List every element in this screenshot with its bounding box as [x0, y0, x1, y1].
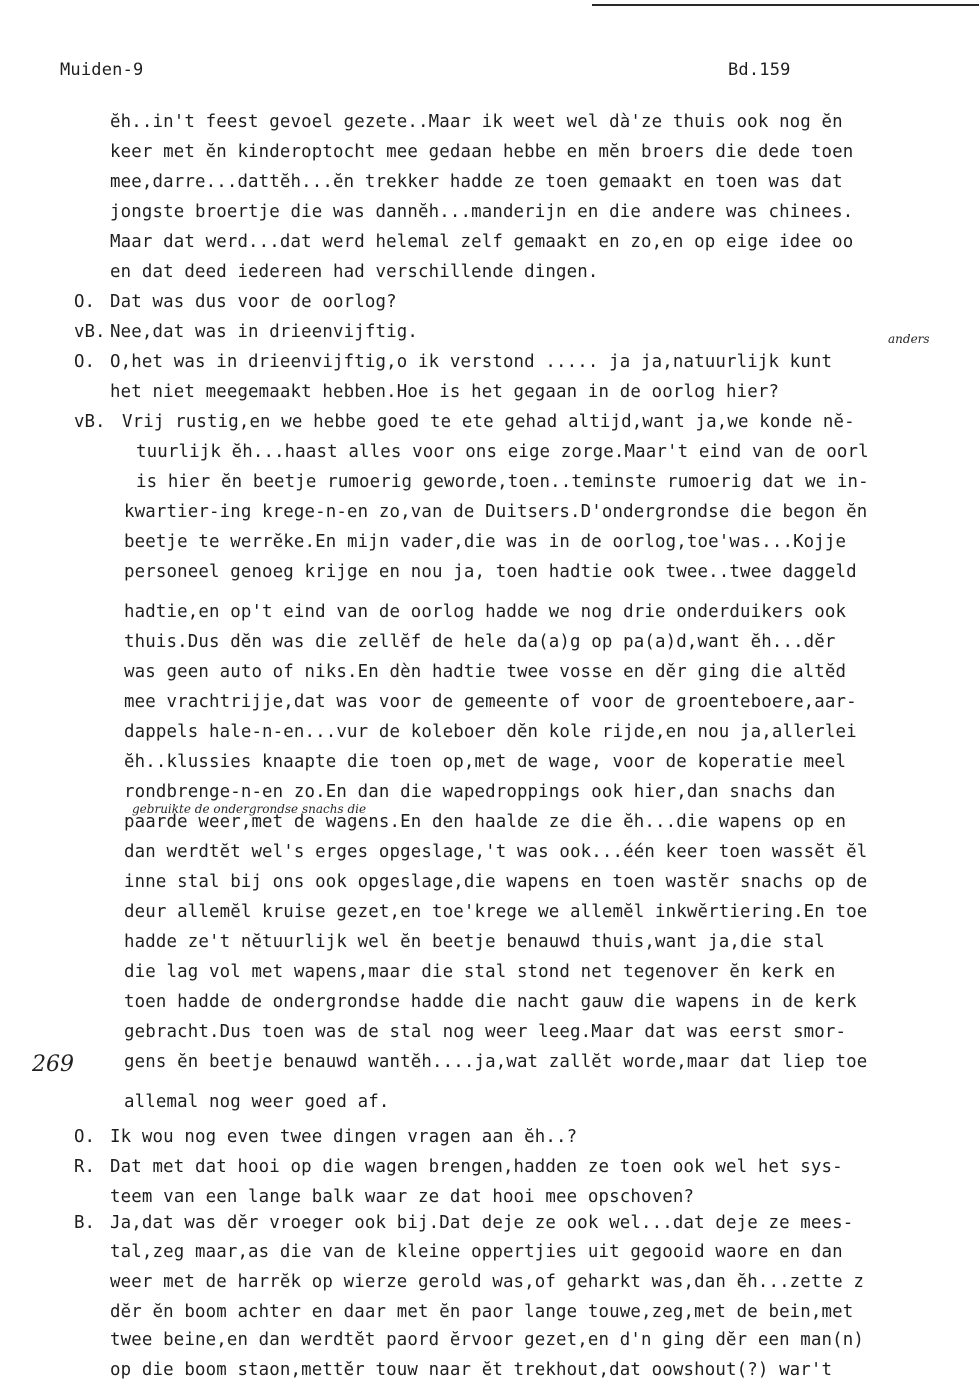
transcript-line: tuurlijk ĕh...haast alles voor ons eige zorge.Maar't eind van de oorl — [136, 442, 869, 462]
transcript-line: is hier ĕn beetje rumoerig geworde,toen..teminste rumoerig dat we in- — [136, 472, 869, 492]
transcript-line: deur allemĕl kruise gezet,en toe'krege we allemĕl inkwĕrtiering.En toe — [124, 902, 868, 922]
transcript-line: teem van een lange balk waar ze dat hooi mee opschoven? — [110, 1187, 695, 1207]
transcript-line: mee vrachtrijje,dat was voor de gemeente of voor de groenteboere,aar- — [124, 692, 857, 712]
speaker-label: B. — [74, 1213, 95, 1233]
transcript-line: personeel genoeg krijge en nou ja, toen hadtie ook twee..twee daggeld — [124, 562, 857, 582]
transcript-line: op die boom staon,mettĕr touw naar ĕt trekhout,dat oowshout(?) war't — [110, 1360, 833, 1380]
transcript-line: Ja,dat was dĕr vroeger ook bij.Dat deje ze ook wel...dat deje ze mees- — [110, 1213, 854, 1233]
speaker-label: O. — [74, 1127, 95, 1147]
transcript-line: hadtie,en op't eind van de oorlog hadde we nog drie onderduikers ook — [124, 602, 847, 622]
speaker-label: O. — [74, 292, 95, 312]
transcript-line: thuis.Dus dĕn was die zellĕf de hele da(a)g op pa(a)d,want ĕh...dĕr — [124, 632, 836, 652]
speaker-label: R. — [74, 1157, 95, 1177]
transcript-line: keer met ĕn kinderoptocht mee gedaan hebbe en mĕn broers die dede toen — [110, 142, 854, 162]
transcript-line: O,het was in drieenvijftig,o ik verstond ..... ja ja,natuurlijk kunt — [110, 352, 833, 372]
transcript-line: dappels hale-n-en...vur de koleboer dĕn kole rijde,en nou ja,allerlei — [124, 722, 857, 742]
transcript-line: tal,zeg maar,as die van de kleine oppertjies uit gegooid waore en dan — [110, 1242, 843, 1262]
transcript-line: Dat was dus voor de oorlog? — [110, 292, 397, 312]
transcript-line: ĕh..in't feest gevoel gezete..Maar ik weet wel dà'ze thuis ook nog ĕn — [110, 112, 843, 132]
transcript-line: ĕh..klussies knaapte die toen op,met de wage, voor de koperatie meel — [124, 752, 847, 772]
transcript-line: Vrij rustig,en we hebbe goed te ete gehad altijd,want ja,we konde nĕ- — [122, 412, 855, 432]
transcript-line: allemal nog weer goed af. — [124, 1092, 390, 1112]
transcript-line: Nee,dat was in drieenvijftig. — [110, 322, 418, 342]
transcript-line: rondbrenge-n-en zo.En dan die wapedroppings ook hier,dan snachs dan — [124, 782, 836, 802]
handwritten-insert-anders: anders — [888, 332, 930, 346]
transcript-line: toen hadde de ondergrondse hadde die nacht gauw die wapens in de kerk — [124, 992, 857, 1012]
transcript-line: weer met de harrĕk op wierze gerold was,of geharkt was,dan ĕh...zette z — [110, 1272, 865, 1292]
transcript-line: jongste broertje die was dannĕh...manderijn en die andere was chinees. — [110, 202, 854, 222]
transcript-line: en dat deed iedereen had verschillende dingen. — [110, 262, 599, 282]
transcript-line: gebracht.Dus toen was de stal nog weer leeg.Maar dat was eerst smor- — [124, 1022, 847, 1042]
header-place: Muiden-9 — [60, 60, 144, 80]
speaker-label: vB. — [74, 322, 106, 342]
transcript-line: inne stal bij ons ook opgeslage,die wapens en toen wastĕr snachs op de — [124, 872, 868, 892]
transcript-line: paarde weer,met de wagens.En den haalde ze die ĕh...die wapens op en — [124, 812, 847, 832]
transcript-line: beetje te werrĕke.En mijn vader,die was in de oorlog,toe'was...Kojje — [124, 532, 847, 552]
transcript-line: Maar dat werd...dat werd helemal zelf gemaakt en zo,en op eige idee oo — [110, 232, 854, 252]
top-rule — [592, 4, 979, 6]
transcript-line: gens ĕn beetje benauwd wantĕh....ja,wat zallĕt worde,maar dat liep toe — [124, 1052, 868, 1072]
transcript-line: twee beine,en dan werdtĕt paord ĕrvoor gezet,en d'n ging dĕr een man(n) — [110, 1330, 865, 1350]
transcript-line: kwartier-ing krege-n-en zo,van de Duitsers.D'ondergrondse die begon ĕn — [124, 502, 868, 522]
transcript-line: Ik wou nog even twee dingen vragen aan ĕh..? — [110, 1127, 578, 1147]
speaker-label: O. — [74, 352, 95, 372]
margin-page-number: 269 — [32, 1052, 74, 1077]
handwritten-insert-gebruikte: gebruikte de ondergrondse snachs die — [132, 802, 367, 816]
transcript-line: Dat met dat hooi op die wagen brengen,hadden ze toen ook wel het sys- — [110, 1157, 843, 1177]
transcript-line: dĕr ĕn boom achter en daar met ĕn paor lange touwe,zeg,met de bein,met — [110, 1302, 854, 1322]
speaker-label: vB. — [74, 412, 106, 432]
transcript-line: dan werdtĕt wel's erges opgeslage,'t was ook...één keer toen wassĕt ĕl — [124, 842, 868, 862]
header-page: Bd.159 — [728, 60, 791, 80]
transcript-line: mee,darre...dattĕh...ĕn trekker hadde ze toen gemaakt en toen was dat — [110, 172, 843, 192]
transcript-line: hadde ze't nĕtuurlijk wel ĕn beetje benauwd thuis,want ja,die stal — [124, 932, 825, 952]
transcript-line: die lag vol met wapens,maar die stal stond net tegenover ĕn kerk en — [124, 962, 836, 982]
transcript-line: het niet meegemaakt hebben.Hoe is het gegaan in de oorlog hier? — [110, 382, 780, 402]
transcript-line: was geen auto of niks.En dèn hadtie twee vosse en dĕr ging die altĕd — [124, 662, 847, 682]
